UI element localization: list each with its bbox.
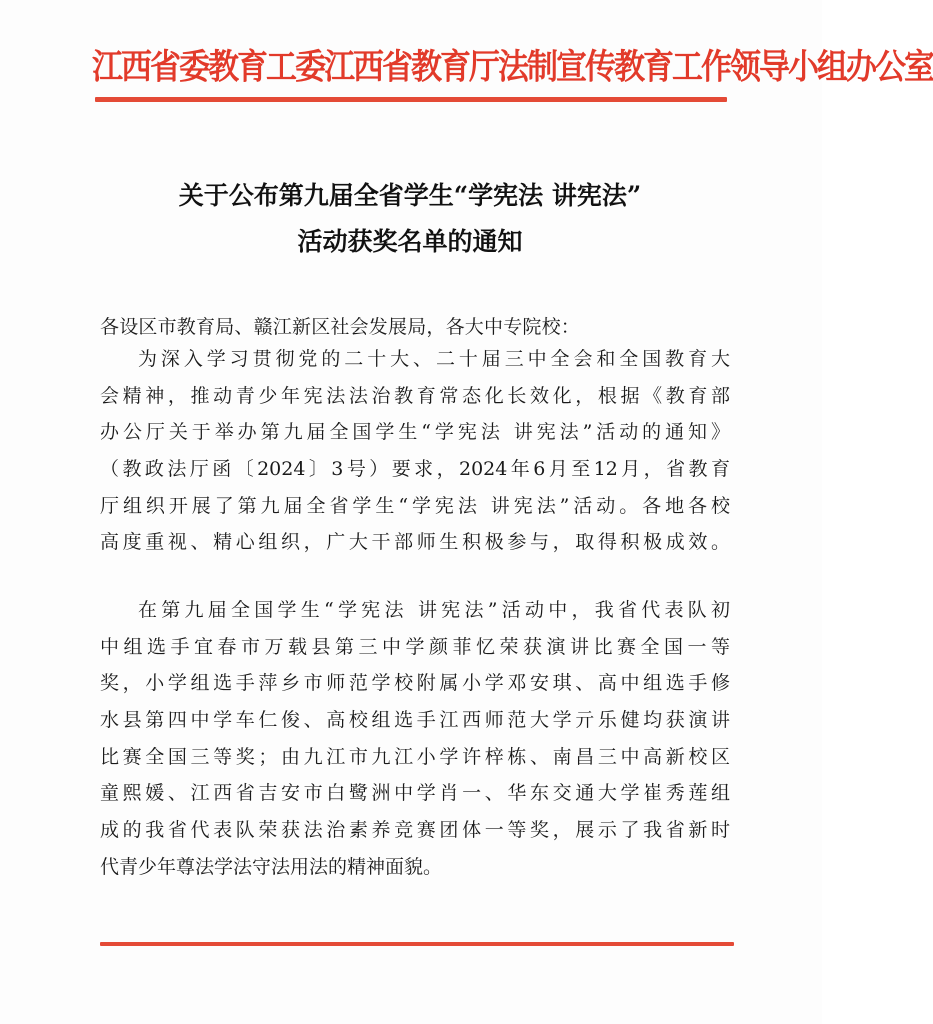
paragraph-line: 代青少年尊法学法守法用法的精神面貌。 [100, 855, 443, 878]
paragraph-line: 成的我省代表队荣获法治素养竞赛团体一等奖，展示了我省新时 [100, 819, 730, 842]
paragraph-line: 办公厅关于举办第九届全国学生“学宪法 讲宪法”活动的通知》 [100, 421, 730, 444]
paragraph-1 [100, 341, 730, 561]
salutation: 各设区市教育局、赣江新区社会发展局，各大中专院校： [100, 316, 581, 338]
paragraph-line: 比赛全国三等奖；由九江市九江小学许梓栋、南昌三中高新校区 [100, 745, 730, 768]
paragraph-line: 厅组织开展了第九届全省学生“学宪法 讲宪法”活动。各地各校 [100, 494, 730, 517]
document-title-line-1: 关于公布第九届全省学生“学宪法 讲宪法” [178, 181, 642, 210]
paragraph-line: 会精神，推动青少年宪法法治教育常态化长效化，根据《教育部 [100, 384, 730, 407]
letterhead-org-name: 江西省委教育工委江西省教育厅法制宣传教育工作领导小组办公室 [92, 46, 933, 88]
paragraph-line: 奖，小学组选手萍乡市师范学校附属小学邓安琪、高中组选手修 [100, 672, 730, 695]
paragraph-line: 在第九届全国学生“学宪法 讲宪法”活动中，我省代表队初 [138, 599, 730, 621]
paragraph-2 [100, 592, 730, 886]
footer-red-rule [100, 942, 734, 946]
paragraph-line: （教政法厅函〔2024〕3号）要求，2024年6月至12月，省教育 [100, 458, 730, 481]
paragraph-line: 中组选手宜春市万载县第三中学颜菲忆荣获演讲比赛全国一等 [100, 635, 730, 658]
paragraph-line: 童熙媛、江西省吉安市白鹭洲中学肖一、华东交通大学崔秀莲组 [100, 782, 730, 805]
letterhead-red-rule [95, 97, 727, 102]
document-title-line-2: 活动获奖名单的通知 [297, 227, 523, 256]
paragraph-line: 为深入学习贯彻党的二十大、二十届三中全会和全国教育大 [138, 348, 730, 370]
paragraph-line: 高度重视、精心组织，广大干部师生积极参与，取得积极成效。 [100, 531, 730, 554]
paragraph-line: 水县第四中学车仁俊、高校组选手江西师范大学亓乐健均获演讲 [100, 709, 730, 732]
